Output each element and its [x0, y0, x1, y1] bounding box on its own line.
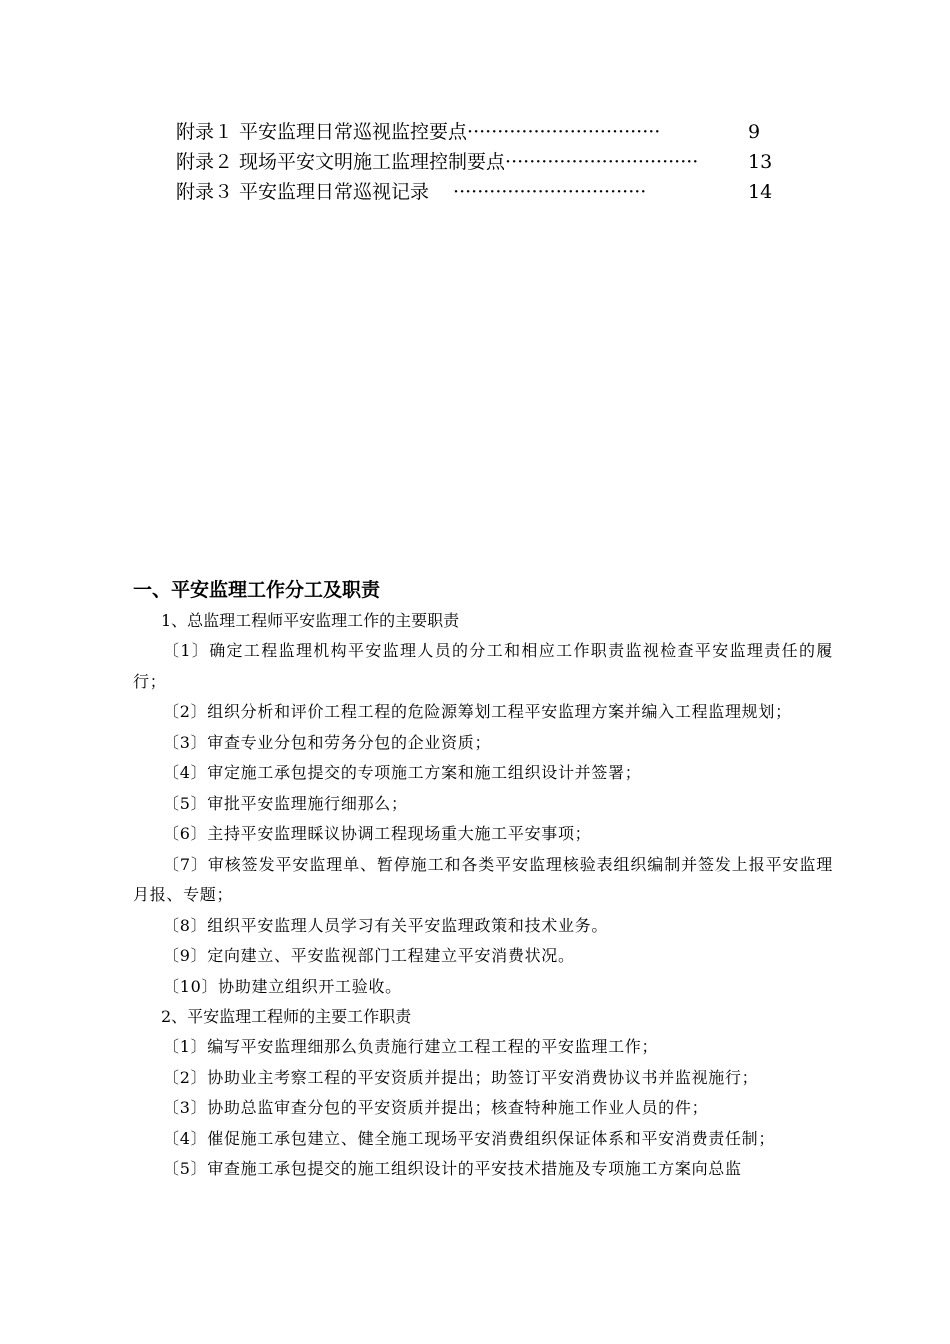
toc-entry-label: 附录１ 平安监理日常巡视监控要点: [176, 121, 468, 143]
main-content: [133, 574, 833, 1185]
duty-item: 〔2〕组织分析和评价工程工程的危险源筹划工程平安监理方案并编入工程监理规划；: [163, 702, 792, 721]
duty-item: 〔3〕协助总监审查分包的平安资质并提出；核查特种施工作业人员的件；: [163, 1098, 709, 1117]
duty-item: 〔5〕审查施工承包提交的施工组织设计的平安技术措施及专项施工方案向总监: [163, 1159, 742, 1178]
subsection-title: 2、平安监理工程师的主要工作职责: [161, 1007, 412, 1026]
subsection-title: 1、总监理工程师平安监理工作的主要职责: [161, 611, 460, 630]
toc-leader-dots: ································: [453, 181, 647, 203]
duty-item: 〔5〕审批平安监理施行细那么；: [163, 793, 408, 813]
duty-item: 〔2〕协助业主考察工程的平安资质并提出；助签订平安消费协议书并监视施行；: [163, 1067, 759, 1087]
toc-entry: [176, 117, 776, 147]
table-of-contents: [176, 117, 776, 207]
toc-page-number: 9: [748, 121, 761, 143]
toc-entry: [176, 147, 776, 177]
toc-leader-dots: ································: [467, 121, 661, 143]
duty-item: 〔3〕审查专业分包和劳务分包的企业资质；: [163, 732, 492, 752]
toc-entry-label: 附录３ 平安监理日常巡视记录: [176, 181, 430, 203]
duty-item: 〔9〕定向建立、平安监视部门工程建立平安消费状况。: [163, 946, 575, 965]
duty-item: 〔6〕主持平安监理睬议协调工程现场重大施工平安事项；: [163, 824, 592, 843]
duty-item: 〔8〕组织平安监理人员学习有关平安监理政策和技术业务。: [163, 915, 609, 935]
duty-item: 〔4〕催促施工承包建立、健全施工现场平安消费组织保证体系和平安消费责任制；: [163, 1128, 776, 1148]
toc-leader-dots: ································: [505, 151, 699, 173]
toc-entry: [176, 177, 776, 207]
duty-item: 〔4〕审定施工承包提交的专项施工方案和施工组织设计并签署；: [163, 763, 642, 782]
duty-item: 〔1〕确定工程监理机构平安监理人员的分工和相应工作职责监视检查平安监理责任的履行；: [133, 641, 833, 691]
section-heading: 一、平安监理工作分工及职责: [133, 579, 381, 601]
duty-item: 〔1〕编写平安监理细那么负责施行建立工程工程的平安监理工作；: [163, 1037, 659, 1056]
toc-page-number: 13: [748, 151, 773, 173]
duty-item: 〔7〕审核签发平安监理单、暂停施工和各类平安监理核验表组织编制并签发上报平安监理月报、专题；: [133, 854, 833, 904]
toc-page-number: 14: [748, 181, 773, 203]
duty-item: 〔10〕协助建立组织开工验收。: [163, 976, 402, 996]
toc-entry-label: 附录２ 现场平安文明施工监理控制要点: [176, 151, 506, 173]
